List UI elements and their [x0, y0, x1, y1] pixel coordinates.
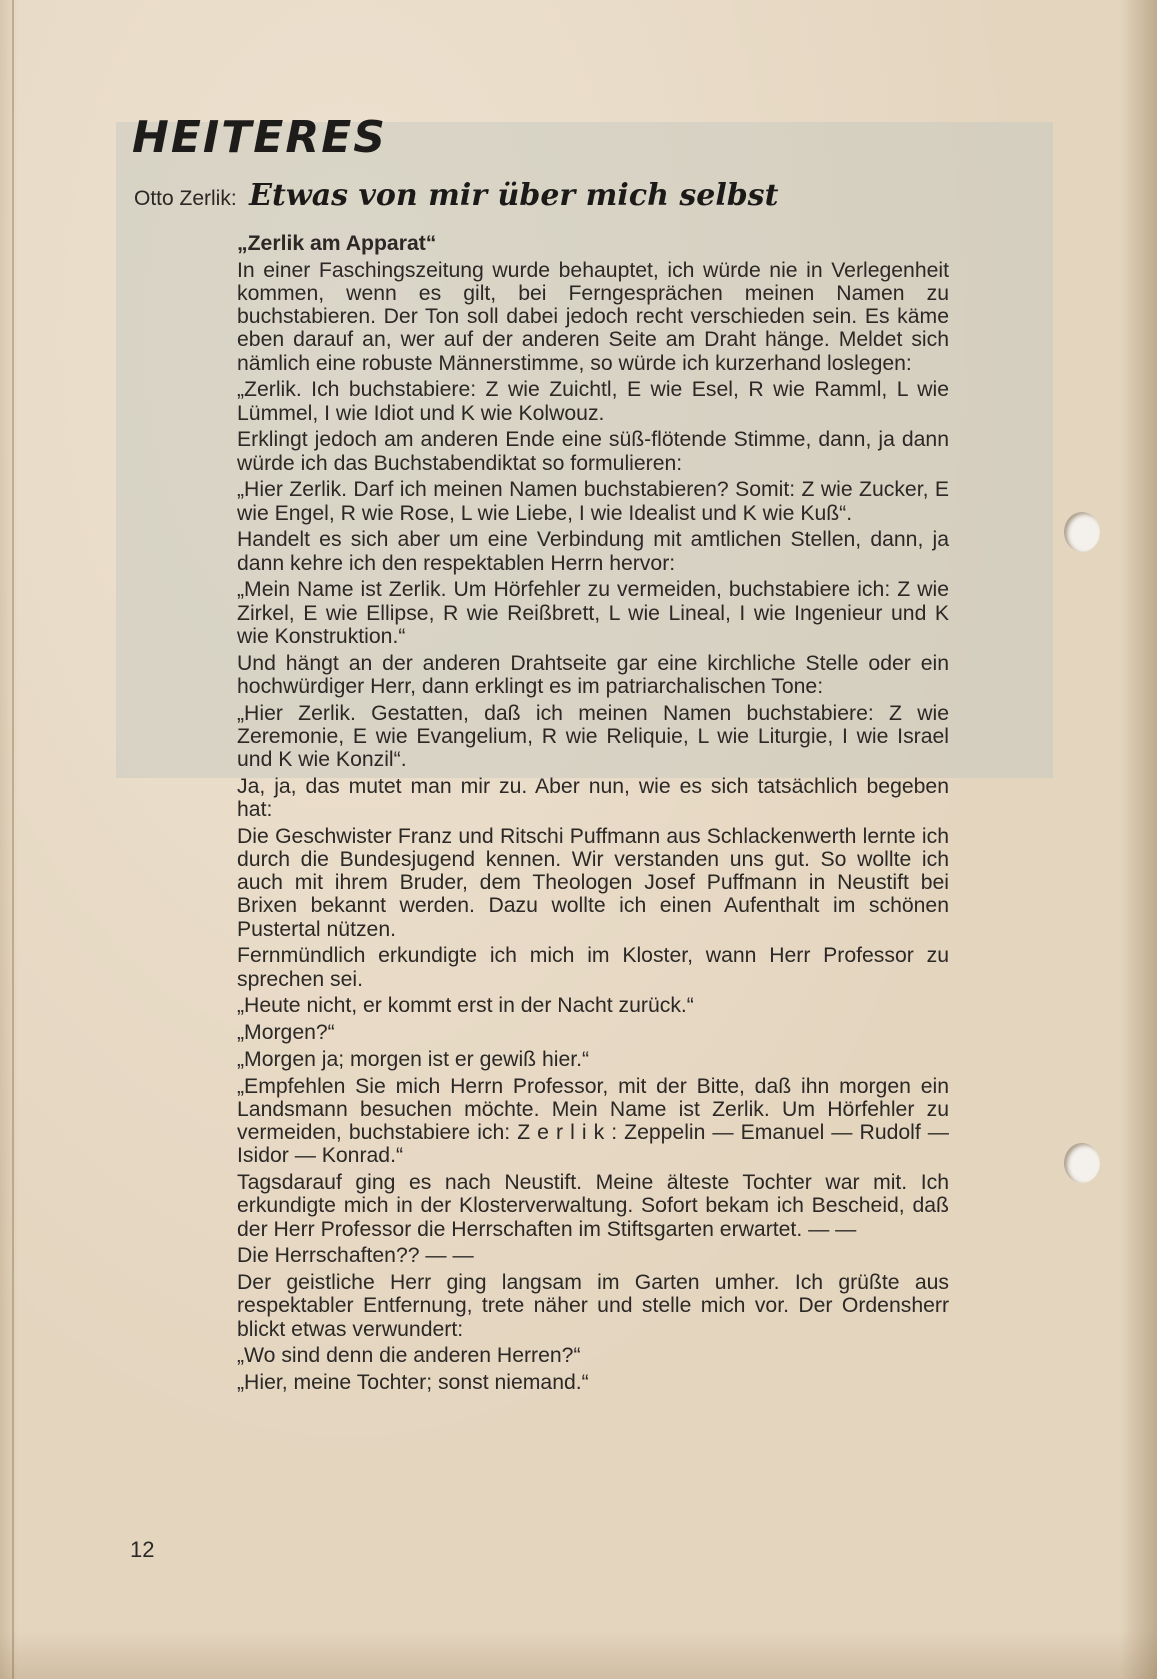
paragraph: In einer Faschingszeitung wurde behauptet, ich würde nie in Verlegenheit kommen, wenn es gilt, bei Ferngesprächen meinen Namen zu buchstabieren. Der Ton soll dabei jedoch recht verschieden sein. Es käme eben darauf an, wer auf der anderen Seite am Draht hänge. Meldet sich nämlich eine robuste Männerstimme, so würde ich kurzerhand loslegen: — [237, 258, 949, 375]
paragraph: „Mein Name ist Zerlik. Um Hörfehler zu vermeiden, buchstabiere ich: Z wie Zirkel, E wie Ellipse, R wie Reißbrett, L wie Lineal, I wie Ingenieur und K wie Konstruktion.“ — [237, 578, 949, 648]
paragraph: „Morgen ja; morgen ist er gewiß hier.“ — [237, 1048, 590, 1072]
byline — [134, 178, 778, 213]
article-body — [237, 232, 949, 1398]
subheading: „Zerlik am Apparat“ — [237, 232, 437, 255]
paragraph: Tagsdarauf ging es nach Neustift. Meine älteste Tochter war mit. Ich erkundigte mich in der Klosterverwaltung. Sofort bekam ich Bescheid, daß der Herr Professor die Herrschaften im Stiftsgarten erwartet. — — — [237, 1171, 949, 1241]
paragraph: Der geistliche Herr ging langsam im Garten umher. Ich grüßte aus respektabler Entfernung, trete näher und stelle mich vor. Der Ordensherr blickt etwas verwundert: — [237, 1271, 949, 1341]
paragraph: „Hier Zerlik. Gestatten, daß ich meinen Namen buchstabiere: Z wie Zeremonie, E wie Evangelium, R wie Reliquie, L wie Liturgie, I wie Israel und K wie Konzil“. — [237, 701, 949, 772]
punch-hole — [1064, 1143, 1100, 1183]
paragraph: Die Herrschaften?? — — — [237, 1244, 474, 1268]
paragraph: Und hängt an der anderen Drahtseite gar eine kirchliche Stelle oder ein hochwürdiger Herr, dann erklingt es im patriarchalischen Tone: — [237, 651, 949, 698]
paragraph: Ja, ja, das mutet man mir zu. Aber nun, wie es sich tatsächlich begeben hat: — [237, 774, 949, 822]
page-edge — [12, 0, 14, 1679]
paragraph: „Empfehlen Sie mich Herrn Professor, mit der Bitte, daß ihn morgen ein Landsmann besuchen möchte. Mein Name ist Zerlik. Um Hörfehler zu vermeiden, buchstabiere ich: Z e r l i k : Zeppelin — Emanuel — Rudolf — Isidor — Konrad.“ — [237, 1074, 949, 1168]
paragraph: Handelt es sich aber um eine Verbindung mit amtlichen Stellen, dann, ja dann kehre ich den respektablen Herrn hervor: — [237, 528, 949, 575]
paragraph: „Hier, meine Tochter; sonst niemand.“ — [237, 1371, 589, 1395]
paragraph: „Zerlik. Ich buchstabiere: Z wie Zuichtl, E wie Esel, R wie Ramml, L wie Lümmel, I wie Idiot und K wie Kolwouz. — [237, 378, 949, 425]
punch-hole — [1064, 512, 1100, 552]
page-number: 12 — [130, 1537, 155, 1562]
paragraph: „Wo sind denn die anderen Herren?“ — [237, 1344, 581, 1368]
author-name: Otto Zerlik: — [134, 187, 237, 210]
section-heading: HEITERES — [132, 112, 387, 163]
article-title: Etwas von mir über mich selbst — [249, 178, 779, 213]
paragraph: Erklingt jedoch am anderen Ende eine süß-flötende Stimme, dann, ja dann würde ich das Buchstabendiktat so formulieren: — [237, 428, 949, 475]
paragraph: „Morgen?“ — [237, 1021, 335, 1045]
paragraph: „Heute nicht, er kommt erst in der Nacht zurück.“ — [237, 994, 694, 1018]
paragraph: Die Geschwister Franz und Ritschi Puffmann aus Schlackenwerth lernte ich durch die Bundesjugend kennen. Wir verstanden uns gut. So wollte ich auch mit ihrem Bruder, dem Theologen Josef Puffmann in Neustift bei Brixen bekannt werden. Dazu wollte ich einen Aufenthalt im schönen Pustertal nützen. — [237, 824, 949, 941]
paragraph: „Hier Zerlik. Darf ich meinen Namen buchstabieren? Somit: Z wie Zucker, E wie Engel, R wie Rose, L wie Liebe, I wie Idealist und K wie Kuß“. — [237, 478, 949, 525]
paragraph: Fernmündlich erkundigte ich mich im Kloster, wann Herr Professor zu sprechen sei. — [237, 944, 949, 991]
